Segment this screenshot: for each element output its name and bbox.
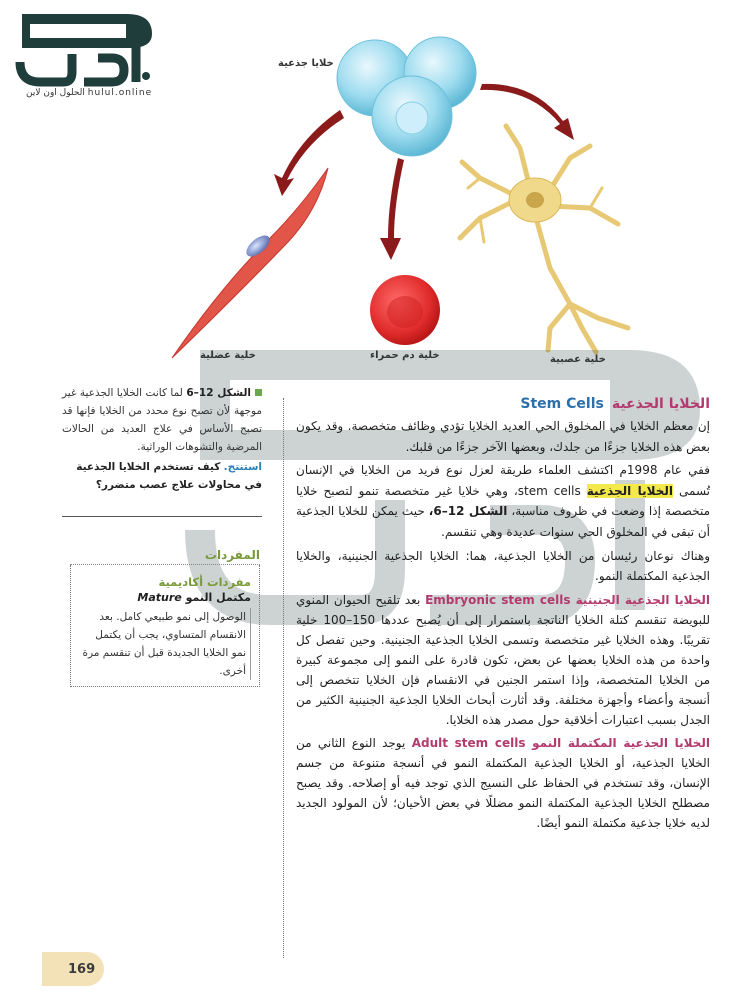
adult-heading: الخلايا الجذعية المكتملة النمو Adult stem cells [411,735,710,750]
label-red-blood-cell: خلية دم حمراء [370,350,440,361]
stem-cells [337,37,476,156]
vocab-content [70,565,260,687]
caption-marker-icon [255,389,262,396]
caption-text: لما كانت الخلايا الجذعية غير موجهة لأن تصبح نوع محدد من الخلايا فإنها قد تصبح الأساس في علاج العديد من الحالات المرضية والتشوهات الوراثية. [62,387,262,453]
sidebar-divider [62,516,262,517]
stem-cell-figure [150,28,650,368]
page-number: 169 [68,962,96,977]
vocab-term-ar: مكتمل النمو [185,591,251,604]
vocabulary-box [70,548,260,687]
vocab-term [79,591,251,604]
paragraph-types: وهناك نوعان رئيسان من الخلايا الجذعية، هما: الخلايا الجذعية الجنينية، والخلايا الجذعية المكتملة النمو. [296,548,710,584]
vocab-definition: الوصول إلى نمو طبيعي كامل. بعد الانقسام المتساوي، يجب أن يكتمل نمو الخلايا الجديدة قبل أن تنقسم مرة أخرى. [79,608,251,680]
sidebar [62,384,262,494]
main-text [296,396,710,836]
vocab-subheading: مفردات أكاديمية [158,575,251,589]
embryonic-heading: الخلايا الجذعية الجنينية Embryonic stem cells [425,592,710,607]
nerve-cell [460,126,628,352]
infer-text: كيف تستخدم الخلايا الجذعية في محاولات علاج عصب متضرر؟ [76,461,262,491]
label-nerve-cell: خلية عصبية [550,354,606,365]
logo-subtitle: الحلول اون لاين hulul.online [26,88,153,98]
infer-question [62,458,262,494]
paragraph-embryonic [296,590,710,730]
nerve-cell-nucleus [526,192,544,208]
figure-caption [62,384,262,456]
paragraph-intro: إن معظم الخلايا في المخلوق الحي العديد الخلايا تؤدي وظائف متخصصة. وقد يكون بعض هذه الخلايا جزءًا من جلدك، وبعضها الآخر جزءًا من قلبك. [296,419,710,454]
highlighted-term: الخلايا الجذعية [586,483,674,498]
infer-label: استنتج. [223,461,262,473]
logo-mark [12,6,162,90]
vocab-term-en: Mature [137,591,182,604]
label-stem-cells: خلايا جذعية [278,58,334,69]
stem-cell-diagram [150,28,650,368]
adult-text: يوجد النوع الثاني من الخلايا الجذعية، أو الخلايا الجذعية المكتملة النمو في أنسجة متنوعة من جسم الإنسان، وقد تستخدم في الحفاظ على النسيج الذي توجد فيه أو إصلاحه. وقد يصبح مصطلح الخلايا الجذعية المكتملة النمو مضللًا في بعض الأحيان؛ لأن المولود الجديد لديه خلايا جذعية مكتملة النمو أيضًا. [296,735,710,830]
muscle-cell [172,168,328,358]
embryonic-text: بعد تلقيح الحيوان المنوي للبويضة تنقسم كتلة الخلايا الناتجة باستمرار إلى أن يُصبح عددها 150–100 خلية تقريبًا. وهذه الخلايا غير متخصصة وتسمى الخلايا الجذعية الجنينية. وحين تفصل كل واحدة من هذه الخلايا بعضها عن بعض، تكون قادرة على النمو إلى مجموعة كبيرة من الخلايا المتخصصة، وإذا استمر الجنين في الانقسام فإن الخلايا تتخصص إلى أنسجة وأعضاء وأجهزة مختلفة. وقد أثارت أبحاث الخلايا الجذعية الجنينية الكثير من الجدل بسبب اعتبارات أخلاقية حول مصدر هذه الخلايا. [296,592,710,727]
discovery-text-b: stem cells، وهي خلايا غير متخصصة تنمو لتصبح خلايا متخصصة إذا وضعت في ظروف مناسبة، [296,483,710,519]
discovery-text-a: ففي عام 1998م اكتشف العلماء طريقة لعزل نوع فريد من الخلايا في الإنسان تُسمى [296,463,711,498]
site-logo [12,6,162,104]
vocab-heading: المفردات [70,548,260,565]
heading-ar: الخلايا الجذعية [611,396,710,412]
paragraph-adult [296,733,710,833]
column-divider [283,398,284,958]
red-blood-cell [370,275,440,345]
discovery-text-c: حيث يمكن للخلايا الجذعية أن تبقى في المخلوق الحي سنوات عديدة وهي تنقسم. [296,504,710,539]
section-heading [296,396,710,412]
figure-reference: الشكل 12–6، [428,504,508,519]
label-muscle-cell: خلية عضلية [200,350,256,361]
paragraph-discovery [296,460,710,542]
heading-en: Stem Cells [520,396,604,412]
caption-figure-number: الشكل 12–6 [186,387,251,399]
